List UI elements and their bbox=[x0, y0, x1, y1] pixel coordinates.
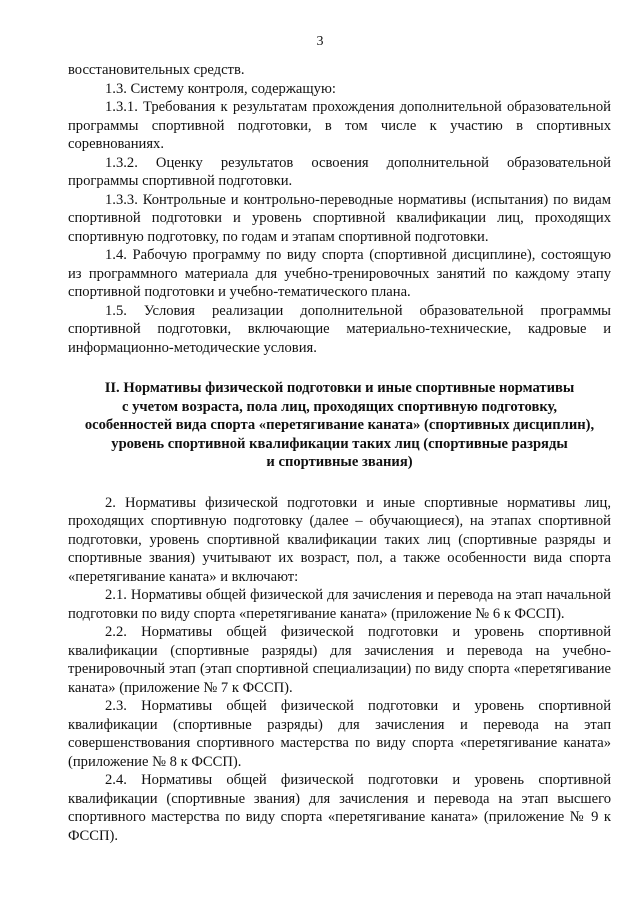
heading-line: и спортивные звания) bbox=[266, 454, 413, 470]
heading-line: уровень спортивной квалификации таких лиц (спортивные разряды bbox=[111, 435, 568, 452]
page-number: 3 bbox=[316, 34, 324, 49]
paragraph: 2.2. Нормативы общей физической подготовки и уровень спортивной квалификации (спортивные разряды) для зачисления и перевода на учебно-тренировочный этап (этап спортивной специализации) по виду спорта «перетягивание каната» (приложение № 7 к ФССП). bbox=[68, 624, 611, 696]
section-1-body bbox=[68, 61, 611, 357]
section-2-heading bbox=[68, 379, 611, 472]
paragraph: восстановительных средств. bbox=[68, 62, 245, 78]
paragraph: 1.3. Систему контроля, содержащую: bbox=[105, 80, 336, 97]
paragraph: 1.3.2. Оценку результатов освоения дополнительной образовательной программы спортивной подготовки. bbox=[68, 154, 611, 189]
paragraph: 1.3.1. Требования к результатам прохождения дополнительной образовательной программы спортивной подготовки, в том числе к участию в спортивных соревнованиях. bbox=[68, 99, 611, 152]
paragraph: 1.5. Условия реализации дополнительной образовательной программы спортивной подготовки, включающие материально-технические, кадровые и информационно-методические условия. bbox=[68, 302, 611, 356]
paragraph: 2. Нормативы физической подготовки и иные спортивные нормативы лиц, проходящих спортивную подготовку (далее – обучающиеся), на этапах спортивной подготовки, уровень спортивной квалификации таких лиц (спортивные разряды и спортивные звания) учитывают их возраст, пол, а также особенности вида спорта «перетягивание каната» и включают: bbox=[68, 494, 611, 585]
heading-line: II. Нормативы физической подготовки и иные спортивные нормативы bbox=[104, 380, 575, 396]
page-content bbox=[68, 61, 611, 845]
heading-line: с учетом возраста, пола лиц, проходящих спортивную подготовку, bbox=[121, 398, 558, 415]
paragraph: 1.4. Рабочую программу по виду спорта (спортивной дисциплине), состоящую из программного материала для учебно-тренировочных занятий по каждому этапу спортивной подготовки и учебно-тематического плана. bbox=[68, 247, 611, 300]
section-2-body bbox=[68, 494, 611, 846]
paragraph: 2.4. Нормативы общей физической подготовки и уровень спортивной квалификации (спортивные звания) для зачисления и перевода на этап высшего спортивного мастерства по виду спорта «перетягивание каната» (приложение № 9 к ФССП). bbox=[68, 772, 611, 844]
paragraph: 1.3.3. Контрольные и контрольно-переводные нормативы (испытания) по видам спортивной подготовки и уровень спортивной квалификации лиц, проходящих спортивную подготовку, по годам и этапам спортивной подготовки. bbox=[68, 191, 611, 245]
paragraph: 2.1. Нормативы общей физической для зачисления и перевода на этап начальной подготовки по виду спорта «перетягивание каната» (приложение № 6 к ФССП). bbox=[68, 587, 611, 622]
paragraph: 2.3. Нормативы общей физической подготовки и уровень спортивной квалификации (спортивные разряды) для зачисления и перевода на этап совершенствования спортивного мастерства по виду спорта «перетягивание каната» (приложение № 8 к ФССП). bbox=[68, 698, 611, 770]
heading-line: особенностей вида спорта «перетягивание каната» (спортивных дисциплин), bbox=[84, 417, 595, 433]
